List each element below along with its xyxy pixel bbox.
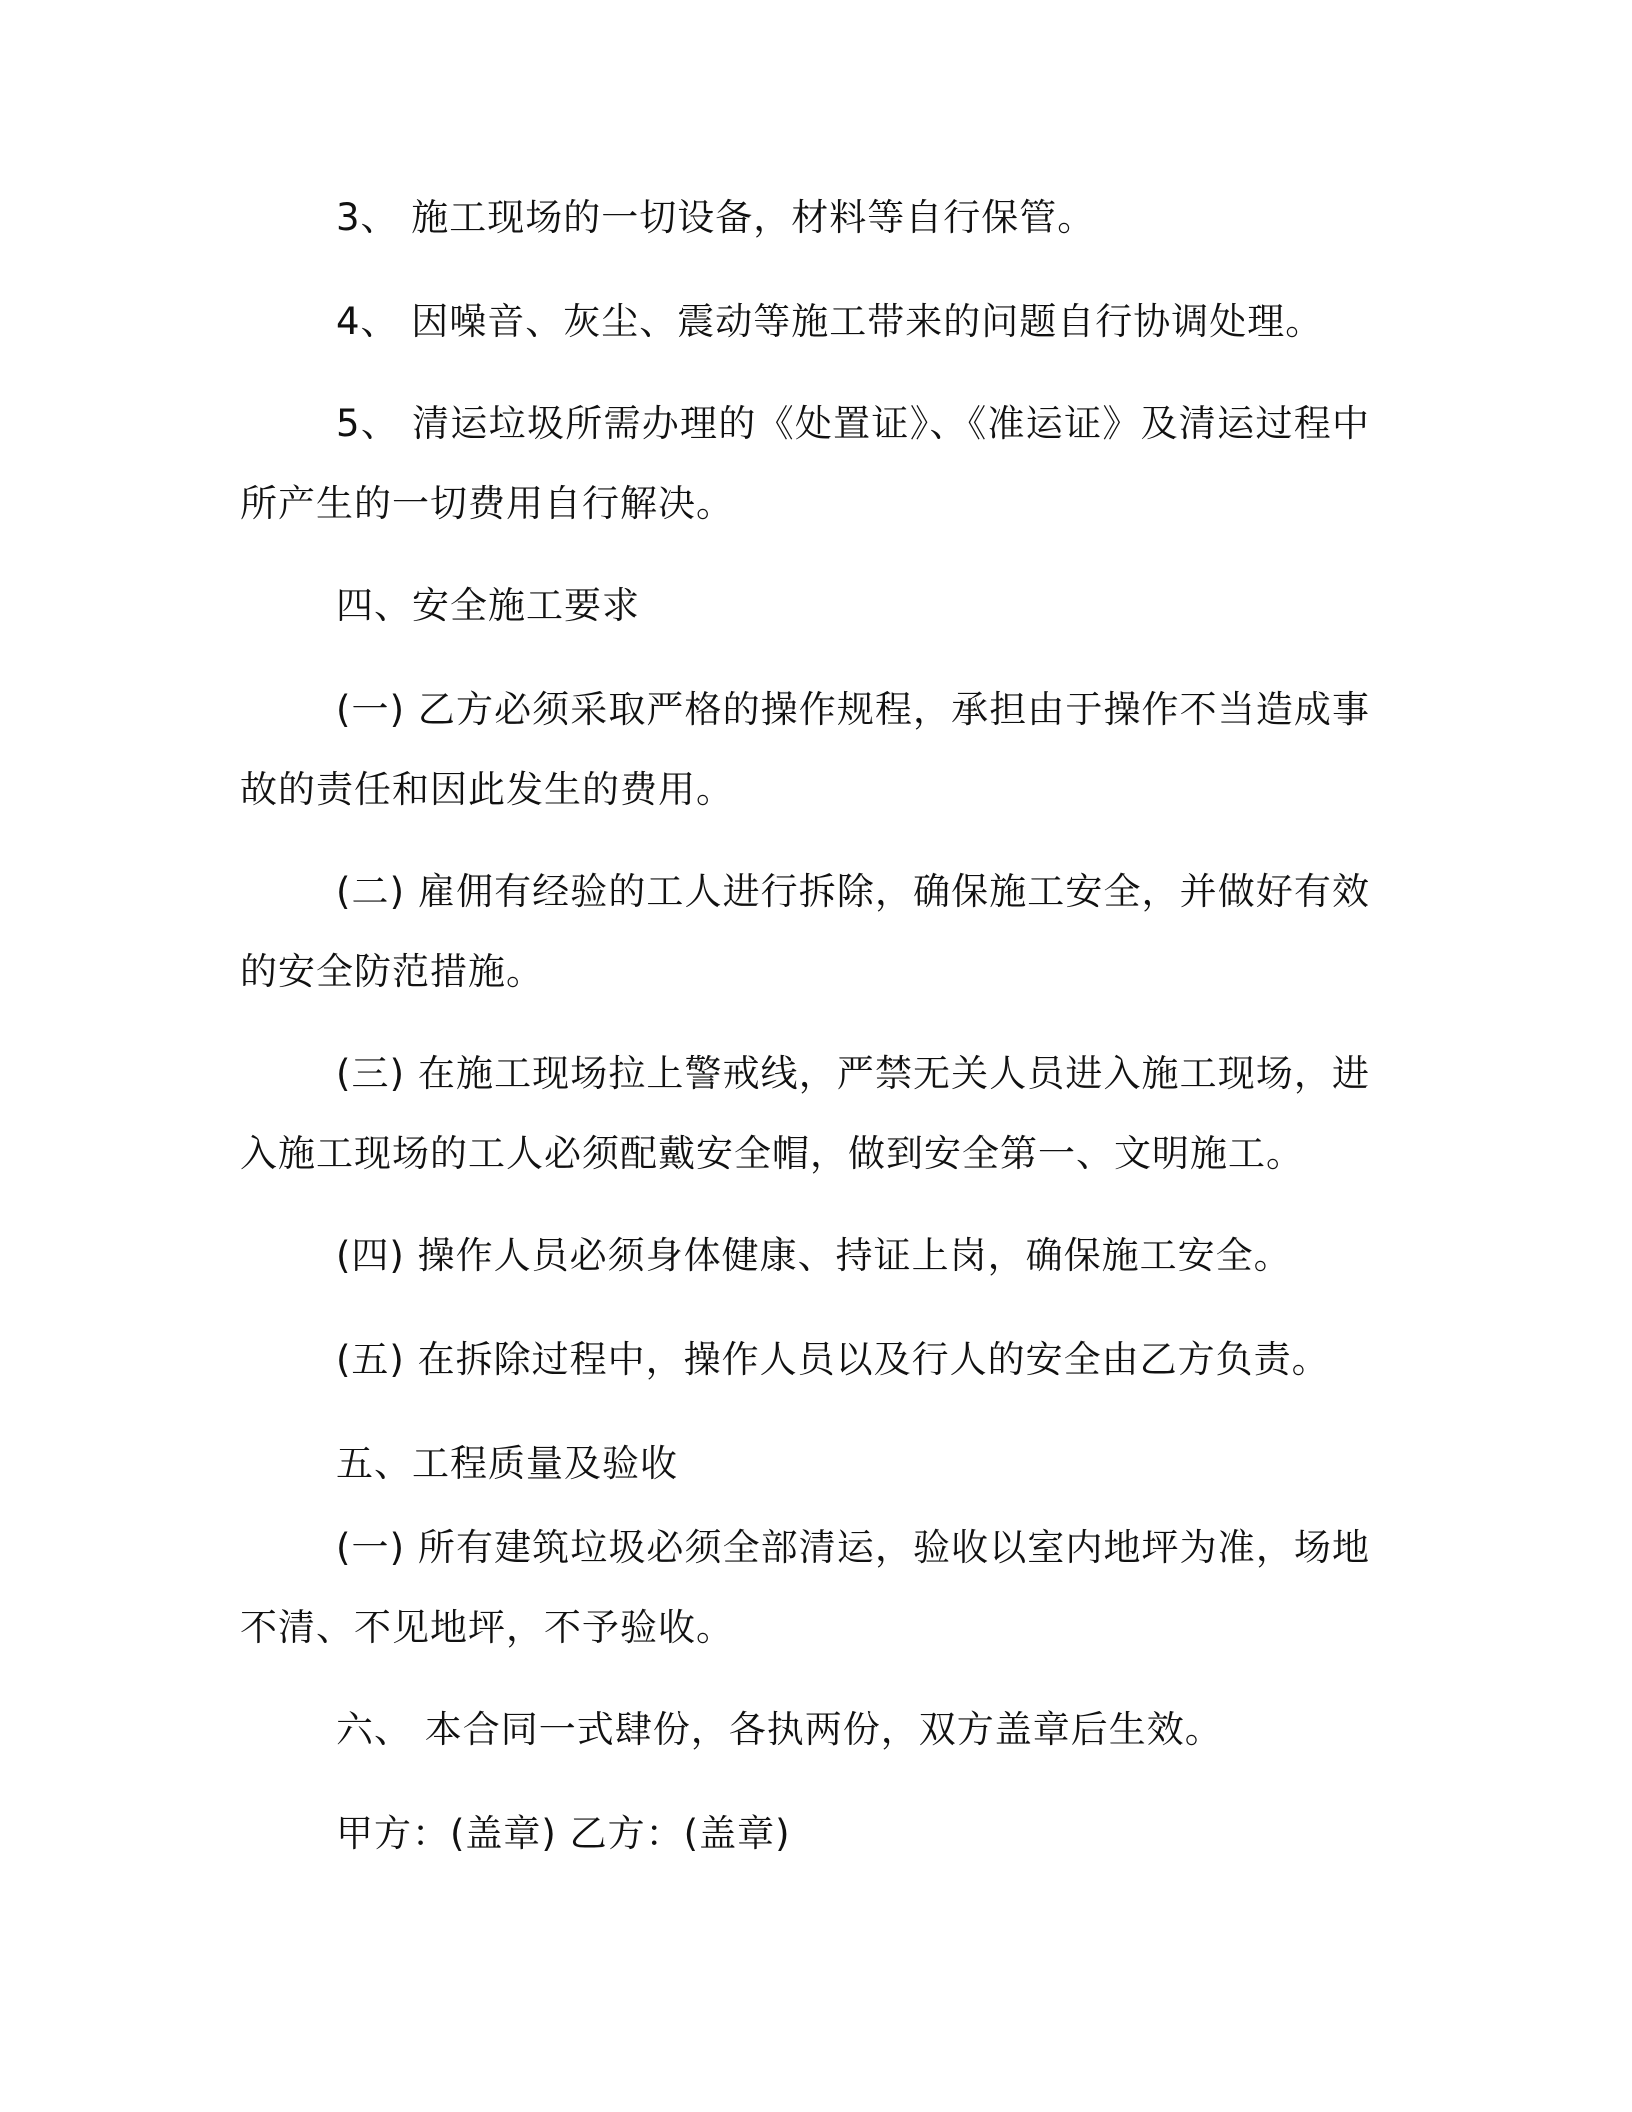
safety-item-4-paragraph: (四) 操作人员必须身体健康、持证上岗，确保施工安全。 [336,1234,1292,1277]
section-4-heading: 四、安全施工要求 [336,584,640,627]
section-6-paragraph: 六、 本合同一式肆份，各执两份，双方盖章后生效。 [336,1708,1223,1751]
clause-4-paragraph: 4、 因噪音、灰尘、震动等施工带来的问题自行协调处理。 [336,300,1324,343]
safety-item-1-paragraph: (一) 乙方必须采取严格的操作规程，承担由于操作不当造成事故的责任和因此发生的费用。 [240,688,1370,811]
quality-item-1-paragraph: (一) 所有建筑垃圾必须全部清运，验收以室内地坪为准，场地不清、不见地坪，不予验收。 [240,1526,1370,1649]
clause-3-paragraph: 3、 施工现场的一切设备，材料等自行保管。 [336,196,1096,239]
safety-item-5-paragraph: (五) 在拆除过程中，操作人员以及行人的安全由乙方负责。 [336,1338,1330,1381]
signature-line: 甲方：(盖章) 乙方：(盖章) [336,1812,791,1855]
section-5-heading: 五、工程质量及验收 [336,1442,678,1485]
safety-item-3-paragraph: (三) 在施工现场拉上警戒线，严禁无关人员进入施工现场，进入施工现场的工人必须配戴安全帽，做到安全第一、文明施工。 [240,1052,1370,1175]
safety-item-2-paragraph: (二) 雇佣有经验的工人进行拆除，确保施工安全，并做好有效的安全防范措施。 [240,870,1370,993]
clause-5-paragraph: 5、 清运垃圾所需办理的《处置证》、《准运证》及清运过程中所产生的一切费用自行解决。 [240,402,1370,525]
